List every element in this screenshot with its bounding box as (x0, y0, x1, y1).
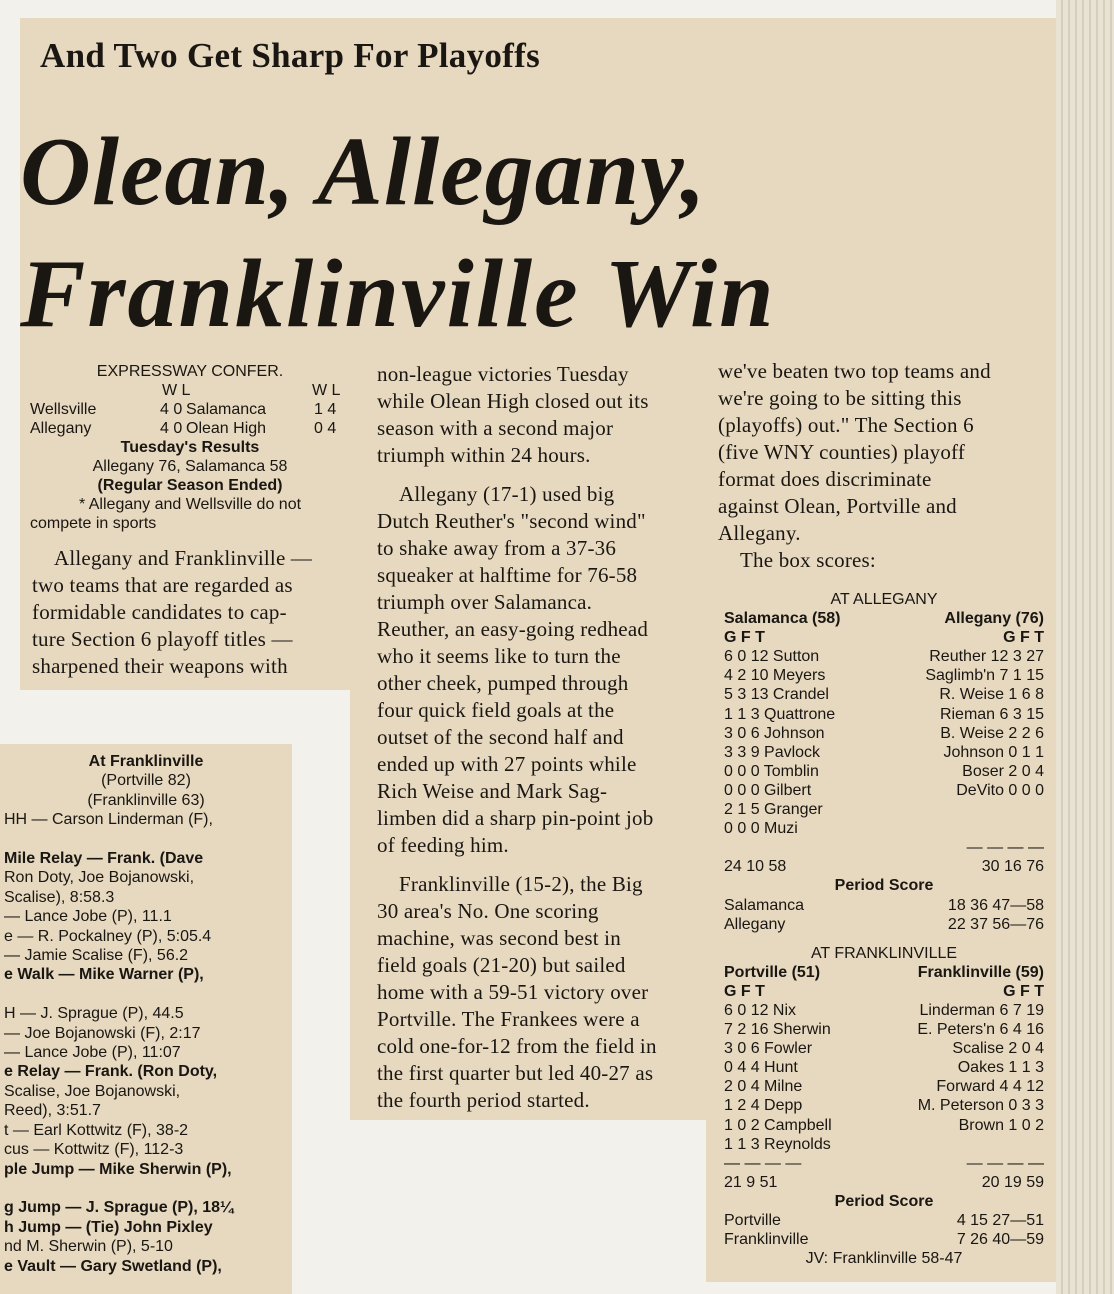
box-player-row (724, 1116, 1044, 1135)
article-line: outset of the second half and (377, 725, 624, 749)
box-player-row (724, 1058, 1044, 1077)
player-left: 0 0 0 Gilbert (724, 781, 812, 799)
standings-title: EXPRESSWAY CONFER. (96, 363, 284, 380)
player-left: 5 3 13 Crandel (724, 686, 829, 704)
headline-line-2: Franklinville Win (20, 240, 776, 348)
article-line: triumph over Salamanca. (377, 590, 593, 614)
gft-label: G F T (1003, 629, 1044, 647)
dash-rule: — — — — (966, 1154, 1044, 1172)
article-line: Dutch Reuther's "second wind" (377, 509, 646, 533)
total-left: 21 9 51 (724, 1173, 778, 1191)
box-player-row (724, 724, 1044, 743)
box-team-right: Franklinville (59) (917, 963, 1044, 981)
track-event: Mile Relay — Frank. (Dave (4, 850, 204, 868)
article-line: limben did a sharp pin-point job (377, 806, 654, 830)
article-line: ture Section 6 playoff titles — (32, 627, 293, 651)
article-line: (playoffs) out." The Section 6 (718, 413, 974, 437)
article-column-1 (32, 545, 352, 680)
player-right: Linderman 6 7 19 (919, 1001, 1044, 1019)
box-player-row (724, 781, 1044, 800)
team-name: Salamanca (186, 401, 267, 418)
article-line: Franklinville (15-2), the Big (399, 872, 643, 896)
period-row (724, 1230, 1044, 1249)
player-left: 0 0 0 Tomblin (724, 762, 819, 780)
player-right: Forward 4 4 12 (936, 1078, 1044, 1096)
box-teams (724, 609, 1044, 628)
article-line: sharpened their weapons with (32, 654, 288, 678)
total-rule (724, 1154, 1044, 1173)
box-player-row (724, 1001, 1044, 1020)
player-left: 6 0 12 Nix (724, 1001, 797, 1019)
article-line: who it seems like to turn the (377, 644, 621, 668)
player-right: R. Weise 1 6 8 (939, 686, 1044, 704)
track-event: e Relay — Frank. (Ron Doty, (4, 1063, 218, 1081)
box-player-row (724, 1135, 1044, 1154)
player-left: 1 1 3 Quattrone (724, 705, 836, 723)
period-score: 22 37 56—76 (947, 915, 1044, 933)
box-team-right: Allegany (76) (944, 610, 1044, 628)
box-player-row (724, 762, 1044, 781)
gft-label: G F T (724, 629, 765, 647)
player-right: Reuther 12 3 27 (929, 648, 1044, 666)
track-event: Ron Doty, Joe Bojanowski, (4, 869, 195, 887)
total-right: 20 19 59 (981, 1173, 1044, 1191)
article-line: Reuther, an easy-going redhead (377, 617, 649, 641)
player-left: 7 2 16 Sherwin (724, 1021, 831, 1039)
player-left: 3 0 6 Johnson (724, 724, 825, 742)
box-player-row (724, 1077, 1044, 1096)
player-right: DeVito 0 0 0 (956, 781, 1044, 799)
player-right: B. Weise 2 2 6 (940, 724, 1044, 742)
article-line: Allegany and Franklinville — (54, 546, 313, 570)
period-team: Allegany (724, 915, 786, 933)
track-event: cus — Kottwitz (F), 112-3 (4, 1141, 184, 1159)
article-line: home with a 59-51 victory over (377, 980, 649, 1004)
track-event (0, 1179, 292, 1198)
period-title: Period Score (834, 1192, 934, 1210)
jv-score: JV: Franklinville 58-47 (805, 1250, 963, 1268)
article-line: field goals (21-20) but sailed (377, 953, 626, 977)
player-left: 6 0 12 Sutton (724, 648, 820, 666)
box-title: AT FRANKLINVILLE (810, 944, 958, 962)
track-event: H — J. Sprague (P), 44.5 (4, 1005, 184, 1023)
article-line: format does discriminate (718, 467, 932, 491)
period-score: 18 36 47—58 (947, 896, 1044, 914)
gft-label: G F T (1003, 982, 1044, 1000)
box-team-left: Salamanca (58) (724, 610, 841, 628)
article-line: we've beaten two top teams and (718, 359, 991, 383)
article-column-3 (718, 358, 1038, 574)
player-right: Oakes 1 1 3 (957, 1059, 1044, 1077)
gft-label: G F T (724, 982, 765, 1000)
result-line: Allegany 76, Salamanca 58 (92, 458, 288, 475)
team-name: Allegany (30, 420, 92, 437)
article-line: Allegany (17-1) used big (399, 482, 615, 506)
period-row (724, 1211, 1044, 1230)
article-line: the fourth period started. (377, 1088, 590, 1112)
article-line: 30 area's No. One scoring (377, 899, 599, 923)
player-right: M. Peterson 0 3 3 (917, 1097, 1044, 1115)
period-row (724, 915, 1044, 934)
period-score: 4 15 27—51 (956, 1212, 1044, 1229)
team-name: Wellsville (30, 401, 97, 418)
article-line: we're going to be sitting this (718, 386, 962, 410)
track-event: e — R. Pockalney (P), 5:05.4 (4, 927, 212, 945)
box-player-row (724, 647, 1044, 666)
footnote: compete in sports (30, 515, 157, 532)
player-left: 3 0 6 Fowler (724, 1040, 813, 1058)
box-gft-header (724, 982, 1044, 1001)
track-event: — Lance Jobe (P), 11:07 (4, 1044, 181, 1062)
wl-header-right: W L (312, 382, 341, 399)
team-record: 4 0 (160, 401, 183, 418)
article-line: the first quarter but led 40-27 as (377, 1061, 654, 1085)
box-player-row (724, 1020, 1044, 1039)
track-event: e Vault — Gary Swetland (P), (4, 1257, 222, 1275)
player-right: Brown 1 0 2 (958, 1116, 1044, 1134)
period-team: Franklinville (724, 1231, 809, 1249)
box-player-row (724, 705, 1044, 724)
article-line: cold one-for-12 from the field in (377, 1034, 657, 1058)
article-line: four quick field goals at the (377, 698, 615, 722)
player-left: 1 0 2 Campbell (724, 1116, 832, 1134)
player-right: Scalise 2 0 4 (952, 1040, 1044, 1058)
headline-line-1: Olean, Allegany, (20, 118, 707, 226)
box-totals (724, 1173, 1044, 1192)
article-line: triumph within 24 hours. (377, 443, 591, 467)
player-left: 0 4 4 Hunt (724, 1059, 798, 1077)
box-player-row (724, 666, 1044, 685)
period-score: 7 26 40—59 (956, 1231, 1044, 1249)
team-record: 4 0 (160, 420, 183, 437)
kicker-headline: And Two Get Sharp For Playoffs (40, 36, 541, 75)
box-teams (724, 963, 1044, 982)
article-line: The box scores: (740, 548, 876, 572)
track-score: (Portville 82) (101, 772, 191, 790)
track-results (0, 752, 292, 1276)
track-event: ple Jump — Mike Sherwin (P), (4, 1160, 232, 1178)
player-right: Johnson 0 1 1 (943, 743, 1044, 761)
box-player-row (724, 819, 1044, 838)
player-right: Saglimb'n 7 1 15 (925, 667, 1044, 685)
period-team: Portville (724, 1212, 781, 1229)
box-player-row (724, 685, 1044, 704)
track-event: g Jump — J. Sprague (P), 18¼ (4, 1199, 234, 1217)
article-line: machine, was second best in (377, 926, 621, 950)
article-line: (five WNY counties) playoff (718, 440, 966, 464)
track-event: HH — Carson Linderman (F), (4, 811, 213, 829)
box-player-row (724, 800, 1044, 819)
box-player-row (724, 743, 1044, 762)
track-event (0, 985, 292, 1004)
player-right: Boser 2 0 4 (962, 762, 1044, 780)
player-left: 2 1 5 Granger (724, 801, 823, 819)
track-event: t — Earl Kottwitz (F), 38-2 (4, 1121, 189, 1139)
track-score: (Franklinville 63) (87, 791, 205, 809)
article-line: formidable candidates to cap- (32, 600, 287, 624)
backing-page-edge (1056, 0, 1114, 1294)
total-left: 24 10 58 (724, 858, 787, 876)
article-line: Portville. The Frankees were a (377, 1007, 640, 1031)
article-line: of feeding him. (377, 833, 509, 857)
track-event (0, 830, 292, 849)
track-event: Scalise), 8:58.3 (4, 888, 115, 906)
period-title: Period Score (834, 877, 934, 895)
article-line: squeaker at halftime for 76-58 (377, 563, 638, 587)
article-line: season with a second major (377, 416, 614, 440)
article-line: against Olean, Portville and (718, 494, 957, 518)
standings-row (30, 400, 350, 419)
player-left: 3 3 9 Pavlock (724, 743, 821, 761)
track-event: — Jamie Scalise (F), 56.2 (4, 947, 189, 965)
article-line: ended up with 27 points while (377, 752, 637, 776)
standings-header (30, 381, 350, 400)
article-line: Allegany. (718, 521, 801, 545)
conference-standings (30, 362, 350, 533)
box-team-left: Portville (51) (724, 963, 821, 981)
track-event: e Walk — Mike Warner (P), (4, 966, 204, 984)
article-line: Rich Weise and Mark Sag- (377, 779, 608, 803)
team-record: 1 4 (314, 401, 337, 418)
player-left: 0 0 0 Muzi (724, 820, 798, 838)
article-line: other cheek, pumped through (377, 671, 629, 695)
article-line: non-league victories Tuesday (377, 362, 629, 386)
track-event: — Joe Bojanowski (F), 2:17 (4, 1024, 201, 1042)
dash-rule: — — — — (966, 839, 1044, 857)
team-name: Olean High (186, 420, 267, 437)
article-line: while Olean High closed out its (377, 389, 649, 413)
article-line: two teams that are regarded as (32, 573, 293, 597)
wl-header-left: W L (162, 382, 191, 399)
player-right: Rieman 6 3 15 (939, 705, 1044, 723)
period-row (724, 896, 1044, 915)
track-event: nd M. Sherwin (P), 5-10 (4, 1238, 173, 1256)
results-title: Tuesday's Results (120, 439, 260, 456)
player-left: 1 2 4 Depp (724, 1097, 803, 1115)
total-right: 30 16 76 (981, 858, 1044, 876)
period-team: Salamanca (724, 896, 805, 914)
track-event: h Jump — (Tie) John Pixley (4, 1218, 213, 1236)
player-left: 2 0 4 Milne (724, 1078, 803, 1096)
box-title: AT ALLEGANY (830, 591, 938, 608)
box-gft-header (724, 628, 1044, 647)
player-left: 4 2 10 Meyers (724, 667, 826, 685)
box-player-row (724, 1096, 1044, 1115)
standings-row (30, 419, 350, 438)
track-event: Reed), 3:51.7 (4, 1102, 101, 1120)
box-scores (724, 590, 1044, 1268)
dash-rule: — — — — (724, 1154, 802, 1172)
team-record: 0 4 (314, 420, 337, 437)
player-left: 1 1 3 Reynolds (724, 1135, 831, 1153)
season-note: (Regular Season Ended) (97, 477, 283, 494)
total-rule (724, 838, 1044, 857)
player-right: E. Peters'n 6 4 16 (917, 1021, 1044, 1039)
track-event: Scalise, Joe Bojanowski, (4, 1082, 181, 1100)
track-title: At Franklinville (88, 753, 204, 770)
track-event: — Lance Jobe (P), 11.1 (4, 908, 172, 926)
box-totals (724, 857, 1044, 876)
article-column-2 (377, 361, 697, 1114)
article-line: to shake away from a 37-36 (377, 536, 617, 560)
footnote: * Allegany and Wellsville do not (78, 496, 302, 513)
box-player-row (724, 1039, 1044, 1058)
